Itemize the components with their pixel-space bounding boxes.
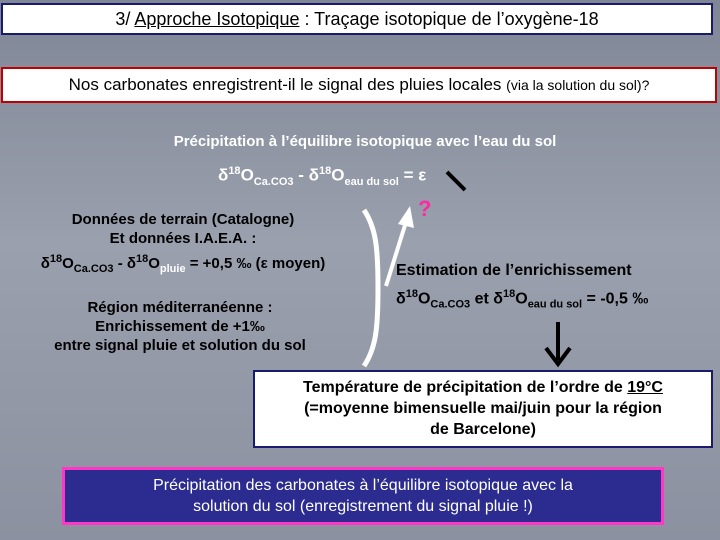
minus-sign: - xyxy=(293,165,309,185)
and-text: et xyxy=(470,290,494,308)
isotope-18: 18 xyxy=(228,165,241,177)
region-line3: entre signal pluie et solution du sol xyxy=(54,337,306,354)
question-box xyxy=(1,67,717,103)
isotope-18: 18 xyxy=(405,288,418,300)
equals-epsilon: = ε xyxy=(398,165,427,185)
title-number: 3/ xyxy=(115,9,131,29)
minus-sign: - xyxy=(113,255,127,272)
temperature-line1 xyxy=(255,377,711,398)
subscript-pluie: pluie xyxy=(159,263,186,275)
temperature-line2: (=moyenne bimensuelle mai/juin pour la région xyxy=(304,400,662,417)
estimation-heading: Estimation de l’enrichissement xyxy=(396,262,632,279)
oxygen-symbol: O xyxy=(515,290,528,308)
down-arrow-icon xyxy=(538,320,578,370)
oxygen-symbol: O xyxy=(62,255,74,272)
delta-symbol: δ xyxy=(126,255,136,272)
subscript-caco3: Ca.CO3 xyxy=(73,263,114,275)
isotope-18: 18 xyxy=(49,253,63,265)
isotope-18: 18 xyxy=(502,288,516,300)
subscript-eau-du-sol: eau du sol xyxy=(344,176,399,189)
estimation-block xyxy=(396,262,716,311)
equilibrium-formula xyxy=(218,165,426,188)
region-line2: Enrichissement de +1‰ xyxy=(95,318,265,335)
oxygen-symbol: O xyxy=(148,255,160,272)
temperature-line1-pre: Température de précipitation de l’ordre de xyxy=(303,379,628,396)
conclusion-line1: Précipitation des carbonates à l’équilibre isotopique avec la xyxy=(153,477,573,494)
short-arrow-icon xyxy=(443,168,483,198)
question-main: Nos carbonates enregistrent-il le signal des pluies locales xyxy=(68,75,502,94)
slide-title xyxy=(1,3,713,35)
delta-symbol: δ xyxy=(218,165,229,185)
question-small: (via la solution du sol)? xyxy=(506,77,650,93)
delta-symbol: δ xyxy=(493,290,503,308)
region-line1: Région méditerranéenne : xyxy=(87,299,273,316)
subscript-eau-du-sol: eau du sol xyxy=(527,298,583,311)
conclusion-line2: solution du sol (enregistrement du signal pluie !) xyxy=(193,498,533,515)
terrain-line1: Données de terrain (Catalogne) xyxy=(71,211,295,228)
terrain-tail: = +0,5 ‰ (ε moyen) xyxy=(185,255,326,272)
estimation-formula xyxy=(396,288,716,311)
temperature-line3: de Barcelone) xyxy=(430,421,536,438)
conclusion-box xyxy=(62,467,664,525)
terrain-data xyxy=(8,210,358,279)
title-rest: : Traçage isotopique de l’oxygène-18 xyxy=(304,9,599,29)
oxygen-symbol: O xyxy=(331,165,345,185)
estimation-tail: = -0,5 ‰ xyxy=(582,290,649,308)
delta-symbol: δ xyxy=(396,290,406,308)
oxygen-symbol: O xyxy=(240,165,254,185)
isotope-18: 18 xyxy=(318,165,332,177)
title-underlined: Approche Isotopique xyxy=(134,9,300,29)
subscript-caco3: Ca.CO3 xyxy=(253,176,294,189)
terrain-line2: Et données I.A.E.A. : xyxy=(109,230,257,247)
isotope-18: 18 xyxy=(135,253,149,265)
subscript-caco3: Ca.CO3 xyxy=(430,298,471,311)
temperature-value: 19°C xyxy=(627,379,663,396)
region-data xyxy=(10,298,350,355)
oxygen-symbol: O xyxy=(417,290,431,308)
delta-symbol: δ xyxy=(308,165,319,185)
terrain-formula xyxy=(8,250,358,279)
equilibrium-heading: Précipitation à l’équilibre isotopique avec l’eau du sol xyxy=(173,133,557,150)
temperature-box xyxy=(253,370,713,448)
delta-symbol: δ xyxy=(40,255,50,272)
question-mark: ? xyxy=(418,196,432,221)
